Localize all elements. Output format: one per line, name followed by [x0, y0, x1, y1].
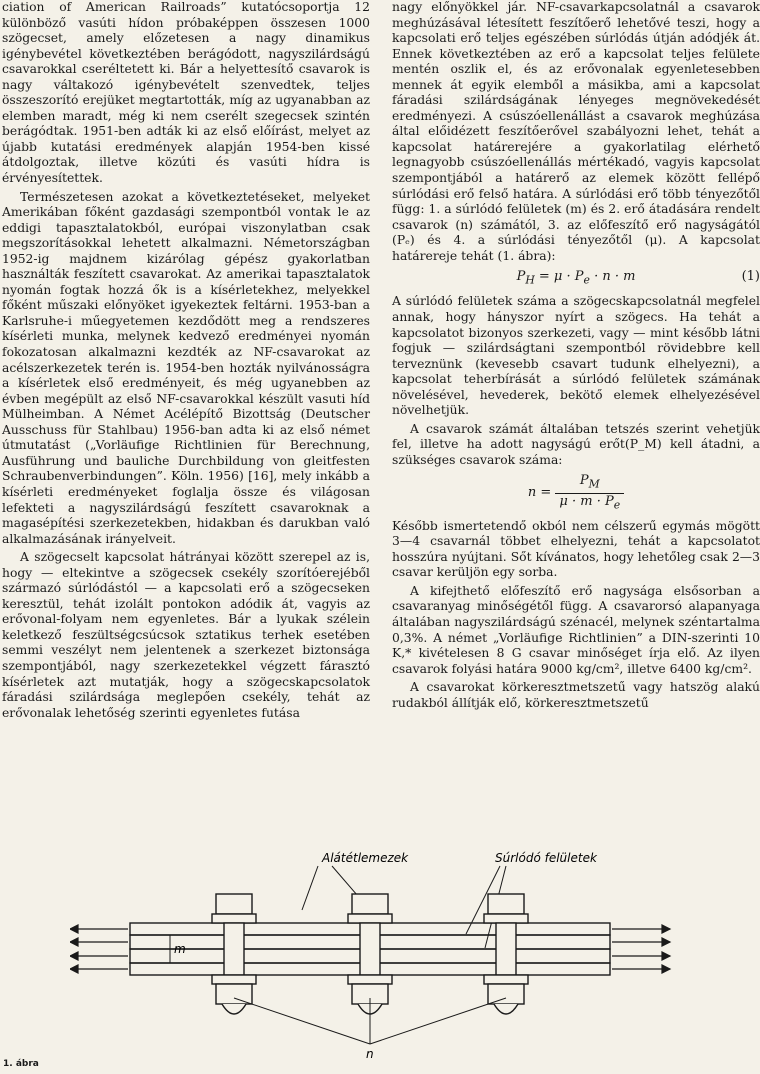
label-m: m [174, 942, 186, 956]
bolted-connection-figure [70, 848, 710, 1060]
bolt-2-top-washer [348, 914, 392, 923]
equation-1-rhs-sub: e [583, 273, 590, 287]
equation-1-rhs: = μ · P [534, 269, 584, 285]
right-paragraph-6: A csavarokat körkeresztmetszetű vagy hatszög alakú rudakból állítják elő, körkeresztmetszetű [392, 680, 760, 710]
force-arrows-left [70, 925, 128, 973]
right-column [392, 0, 760, 711]
equation-2-lhs: n = [527, 485, 552, 501]
n-leaders [234, 998, 506, 1044]
equation-2-numerator [555, 473, 624, 493]
equation-2-den-text: μ · m · P [559, 493, 614, 509]
label-friction-surfaces: Súrlódó felületek [495, 851, 597, 865]
equation-2-num-text: P [579, 473, 589, 489]
right-paragraph-3: A csavarok számát általában tetszés szerint vehetjük fel, illetve ha adott nagyságú erőt(P_M) kell átadni, a szükséges csavarok száma: [392, 421, 760, 467]
equation-1 [392, 269, 760, 288]
equation-2-denominator [555, 494, 624, 513]
equation-2-den-sub: e [613, 498, 621, 512]
right-paragraph-1: nagy előnyökkel jár. NF-csavarkapcsolatnál a csavarok meghúzásával létesített feszítőerő lehetővé teszi, hogy a kapcsolati erő teljes egészében súrlódás útján adódjék át. Ennek következtében az erő a kapcsolat teljes felülete mentén oszlik el, és az erővonalak egyenletesebben mennek át egyik elemből a másikba, ami a kapcsolat fáradási szilárdságának lényeges megnövekedését eredményezi. A csúszóellenállást a csavarok meghúzása által előidézett feszítőerővel szabályozni lehet, tehát a kapcsolat határerejére a gyakorlatilag elérhető legnagyobb csúszóellenállás mértékadó, vagyis kapcsolat szempontjából a határerő az elemek között fellépő súrlódási erő felső határa. A súrlódási erő több tényezőtől függ: 1. a súrlódó felületek (m) és 2. erő átadására rendelt csavarok (n) számától, 3. az előfeszítő erő nagyságától (Pₑ) és 4. a súrlódási tényezőtől (μ). A kapcsolat határereje tehát (1. ábra): [392, 0, 760, 263]
bolt-2-bottom-washer [348, 975, 392, 984]
bolt-2 [348, 894, 392, 1014]
left-paragraph-3: A szögecselt kapcsolat hátrányai között szerepel az is, hogy — eltekintve a szögecsek csekély szorítóerejéből származó súrlódástól — a kapcsolati erő a szögecseken keresztül, tehát izolált pontokon adódik át, vagyis az erővonal-folyam nem egyenletes. Bár a lyukak szélein keletkező feszültségcsúcsok sztatikus terhek esetében semmi veszélyt nem jelentenek a szerkezet biztonsága szempontjából, nagy szerkezetekkel végzett fárasztó kísérletek azt mutatják, hogy a szögecskapcsolatok fáradási szilárdsága meglepően csekély, tehát az erővonalak lehetőség szerinti egyenletes futása [2, 550, 370, 720]
left-paragraph-1: ciation of American Railroads” kutatócsoportja 12 különböző vasúti hídon próbaképpen összesen 1000 szögecset, amely előzetesen a nagy dinamikus igénybevétel következtében berágódott, nagyszilárdságú csavarokkal cseréltetett ki. Bár a helyettesítő csavarok is nagy váltakozó igénybevételt szenvedtek, teljes összeszorító erejüket megtartották, míg az ugyanabban az elemben maradt, még ki nem cserélt szegecsek szintén berágódtak. 1951-ben adták ki az első előírást, melyet az újabb kutatási eredmények alapján 1954-ben kissé átdolgoztak, illetve közúti és vasúti hídra is érvényesítettek. [2, 0, 370, 186]
bolt-3 [484, 894, 528, 1014]
right-paragraph-2: A súrlódó felületek száma a szögecskapcsolatnál megfelel annak, hogy hányszor nyírt a szögecs. Ha tehát a kapcsolatot bizonyos szerkezeti, vagy — mint később látni fogjuk — szilárdságtani szempontból rövidebbre kell terveznünk (kevesebb csavart tudunk elhelyezni), a kapcsolat teherbírását a súrlódó felületek számának növelésével, hevederek, bekötő elemek elhelyezésével növelhetjük. [392, 294, 760, 418]
figure-caption: 1. ábra [3, 1059, 39, 1069]
bolt-1-bottom-washer [212, 975, 256, 984]
equation-1-lhs: P [516, 269, 526, 285]
bolt-1-head [216, 894, 252, 914]
left-paragraph-2: Természetesen azokat a következtetéseket, melyeket Amerikában főként gazdasági szempontból vontak le az eddigi tapasztalatokból, európai viszonylatban csak megszorításokkal lehetett alkalmazni. Németországban 1952-ig majdnem kizárólag gépész gyakorlatban használták feszített csavarokat. Az amerikai tapasztalatok nyomán fogtak hozzá ők is a kísérletekhez, melyekkel főként műszaki előnyöket igyekeztek feltárni. 1953-ban a Karlsruhe-i műegyetemen kezdődött meg a rendszeres kísérleti munka, melynek kedvező eredményei nyomán fokozatosan alkalmazni kezdték az NF-csavarokat az acélszerkezetek terén is. 1954-ben hozták nyilvánosságra a kísérletek első eredményeit, és még ugyanebben az évben megépült az első NF-csavarokkal készült vasuti híd Mülheimban. A Német Acélépítő Bizottság (Deutscher Ausschuss für Stahlbau) 1956-ban adta ki az első német útmutatást („Vorläufige Richtlinien für Berechnung, Ausführung und bauliche Durchbildung von gleitfesten Schraubenverbindungen”. Köln. 1956) [16], mely inkább a kísérleti eredményeket foglalja össze és világosan lefekteti a nagyszilárdságú feszített csavaroknak a magasépítési szerkezetekben, hidakban és darukban való alkalmazásának irányelveit. [2, 189, 370, 546]
bolt-1-end [222, 1004, 246, 1014]
equation-1-number: (1) [741, 269, 760, 285]
label-washers: Alátétlemezek [322, 851, 409, 865]
bolt-3-shank [496, 923, 516, 975]
label-n: n [366, 1047, 374, 1060]
bolt-2-head [352, 894, 388, 914]
equation-1-lhs-sub: H [525, 273, 535, 287]
bolt-2-shank [360, 923, 380, 975]
bolt-3-nut [488, 984, 524, 1004]
leader-washers-1 [302, 866, 318, 910]
equation-2-num-sub: M [588, 478, 600, 492]
left-column [2, 0, 370, 721]
force-arrows-right [612, 925, 670, 973]
equation-1-tail: · n · m [589, 269, 636, 285]
bolt-1-nut [216, 984, 252, 1004]
bolt-3-head [488, 894, 524, 914]
bolt-1-top-washer [212, 914, 256, 923]
right-paragraph-4: Később ismertetendő okból nem célszerű egymás mögött 3—4 csavarnál többet elhelyezni, tehát a kapcsolatot hosszúra nyújtani. Sőt kívánatos, hogy lehetőleg csak 2—3 csavar kerüljön egy sorba. [392, 518, 760, 580]
bolt-3-bottom-washer [484, 975, 528, 984]
right-paragraph-5: A kifejthető előfeszítő erő nagysága elsősorban a csavaranyag minőségétől függ. A csavarorsó alapanyaga általában nagyszilárdságú szénacél, melynek széntartalma 0,3%. A német „Vorläufige Richtlinien” a DIN-szerinti 10 K,* kivételesen 8 G csavar minőséget írja elő. Az ilyen csavarok folyási határa 9000 kg/cm², illetve 6400 kg/cm². [392, 583, 760, 676]
equation-2-fraction [555, 473, 624, 512]
bolt-3-end [494, 1004, 518, 1014]
bolt-3-top-washer [484, 914, 528, 923]
equation-2 [392, 473, 760, 512]
bolt-1-shank [224, 923, 244, 975]
bolt-1 [212, 894, 256, 1014]
